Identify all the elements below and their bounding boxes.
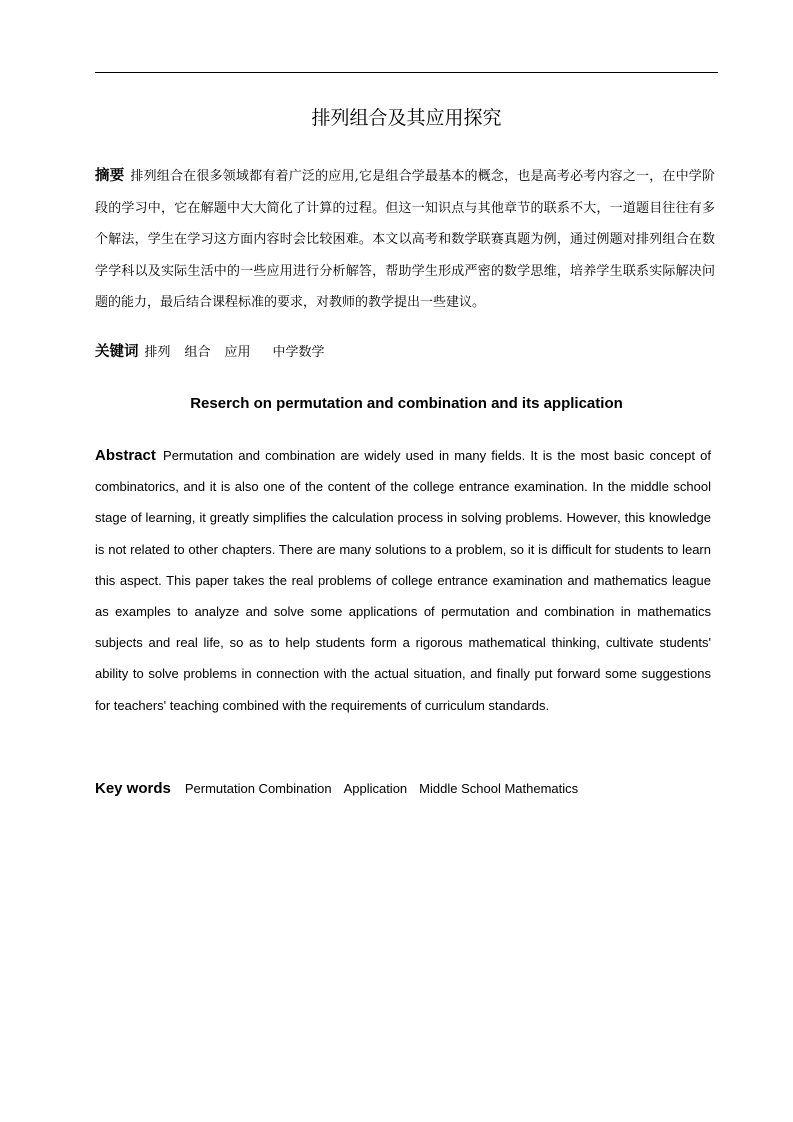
abstract-en-text: Permutation and combination are widely used in many fields. It is the most basic concept of combinatorics, and it is also one of the content of the college entrance examination. In the middle school stage of learning, it greatly simplifies the calculation process in solving problems. However, this knowledge is not related to other chapters. There are many solutions to a problem, so it is difficult for students to learn this aspect. This paper takes the real problems of college entrance examination and mathematics league as examples to analyze and solve some applications of permutation and combination in mathematics subjects and real life, so as to help students form a rigorous mathematical thinking, cultivate students' ability to solve problems in connection with the actual situation, and finally put forward some suggestions for teachers' teaching combined with the requirements of curriculum standards.	[95, 448, 711, 713]
keywords-en	[95, 774, 715, 804]
keyword-cn: 中学数学	[272, 345, 325, 360]
keywords-cn-label: 关键词	[95, 344, 139, 360]
abstract-en-label: Abstract	[95, 447, 156, 464]
header-rule	[95, 72, 718, 73]
paper-title-en: Reserch on permutation and combination and its application	[190, 395, 623, 412]
keyword-en: Middle School Mathematics	[419, 781, 579, 796]
paper-title-cn: 排列组合及其应用探究	[311, 107, 502, 129]
abstract-cn-text: 排列组合在很多领域都有着广泛的应用,它是组合学最基本的概念，也是高考必考内容之一，在中学阶段的学习中，它在解题中大大简化了计算的过程。但这一知识点与其他章节的联系不大，一道题目往往有多个解法，学生在学习这方面内容时会比较困难。本文以高考和数学联赛真题为例，通过例题对排列组合在数学学科以及实际生活中的一些应用进行分析解答，帮助学生形成严密的数学思维，培养学生联系实际解决问题的能力，最后结合课程标准的要求，对教师的教学提出一些建议。	[95, 169, 715, 310]
keywords-cn	[95, 337, 715, 368]
keywords-en-label: Key words	[95, 780, 171, 797]
abstract-cn	[95, 161, 715, 319]
keyword-cn: 排列	[144, 345, 171, 360]
keyword-en: Application	[343, 781, 408, 796]
keyword-en: Permutation Combination	[184, 781, 332, 796]
abstract-cn-label: 摘要	[95, 168, 125, 184]
keyword-cn: 应用	[224, 345, 251, 360]
abstract-en	[95, 440, 711, 721]
keyword-cn: 组合	[184, 345, 211, 360]
